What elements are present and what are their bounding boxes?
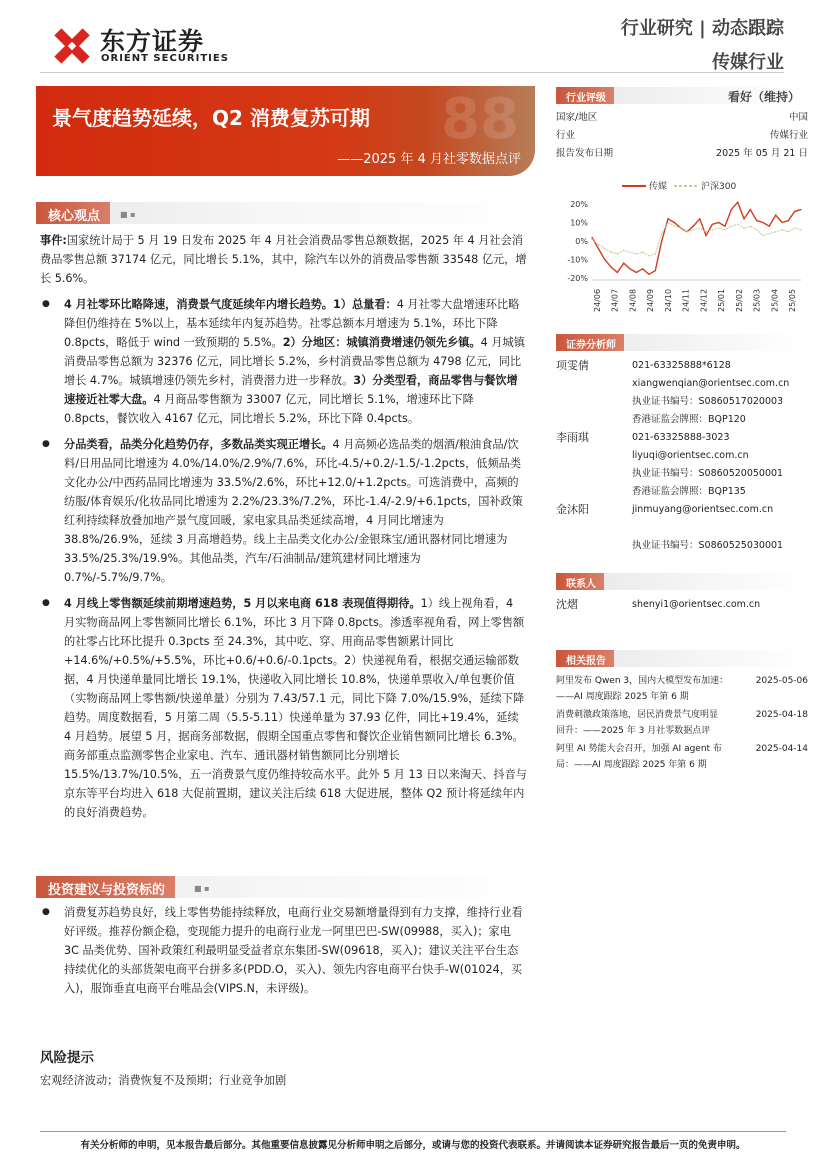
bullet-text: 4 月高频必选品类的烟酒/粮油食品/饮料/日用品同比增速为 4.0%/14.0%/2.9%/7.6%，环比-4.5/+0.2/-1.5/-1.2pcts，低频品类文化办公/中西药品同比增速为 33.5%/2.6%，环比+12.0/+1.2pcts。可选消费中，高频的纺服/体育娱乐/化妆品同比增速为 2.2%/23.3%/7.2%，环比-1.4/-2.9/+6.1pcts，国补政策红利持续释放叠加地产景气度回暖，家电家具品类延续高增，4 月同比增速为 38.8%/26.9%，延续 3 月高增趋势。线上主品类文化办公/金银珠宝/通讯器材同比增速为 33.5%/25.3%/19.9%。其他品类，汽车/石油制品/建筑建材同比增速为 0.7%/-5.7%/9.7%。 bbox=[64, 438, 523, 584]
x-tick-label: 25/03 bbox=[752, 288, 762, 312]
rating-label: 行业评级 bbox=[556, 87, 614, 104]
data-point bbox=[769, 233, 770, 234]
core-view-body bbox=[40, 231, 527, 822]
analyst-info bbox=[632, 519, 783, 537]
bullet-text: 4 月城镇消费品零售总额为 32376 亿元，同比增长 5.2%，乡村消费品零售总额为 4798 亿元，同比增长 4.7%。城镇增速仍领先乡村，消费潜力进一步释放。 bbox=[64, 336, 525, 387]
investment-header bbox=[36, 876, 535, 898]
rating-value: 看好（维持） bbox=[727, 90, 800, 104]
data-point bbox=[667, 218, 668, 219]
rating-bar bbox=[556, 87, 808, 104]
data-point bbox=[743, 218, 744, 219]
contact-row bbox=[556, 596, 808, 614]
investment-label: 投资建议与投资标的 bbox=[36, 876, 175, 898]
data-point bbox=[648, 274, 649, 275]
data-point bbox=[743, 227, 744, 228]
report-subtitle: ——2025 年 4 月社零数据点评 bbox=[337, 152, 521, 167]
risk-title: 风险提示 bbox=[40, 1050, 94, 1066]
data-point bbox=[800, 229, 801, 230]
analyst-bar bbox=[556, 334, 808, 351]
x-tick-label: 24/11 bbox=[681, 288, 691, 312]
data-point bbox=[655, 253, 656, 254]
data-point bbox=[750, 226, 751, 227]
event-lead: 事件: bbox=[40, 234, 67, 247]
data-point bbox=[737, 202, 738, 203]
data-point bbox=[642, 252, 643, 253]
contact-panel bbox=[556, 573, 808, 614]
data-point bbox=[667, 222, 668, 223]
related-label: 相关报告 bbox=[556, 650, 614, 667]
report-type: 行业研究 | 动态跟踪 bbox=[620, 18, 784, 39]
section-dots-icon: ■ ▪ bbox=[194, 884, 210, 893]
contact-email[interactable]: shenyi1@orientsec.com.cn bbox=[632, 599, 761, 610]
related-report[interactable] bbox=[556, 673, 808, 705]
analyst-name: 项雯倩 bbox=[556, 359, 589, 372]
y-tick-label: -10% bbox=[567, 255, 588, 265]
contact-label: 联系人 bbox=[556, 573, 604, 590]
y-tick-label: 10% bbox=[570, 218, 588, 228]
y-tick-label: 20% bbox=[570, 200, 588, 209]
data-point bbox=[591, 237, 592, 238]
analyst-email[interactable]: jinmuyang@orientsec.com.cn bbox=[632, 504, 774, 515]
data-point bbox=[617, 272, 618, 273]
series-line bbox=[592, 223, 801, 256]
analyst-list bbox=[556, 357, 808, 555]
data-point bbox=[756, 229, 757, 230]
bullet-text: 4 月社零大盘增速环比略降但仍维持在 5%以上，基本延续年内复苏趋势。社零总额本月增速为 5.1%，环比下降 0.8pcts，略低于 wind 一致预期的 5.5%。 bbox=[64, 298, 520, 349]
analyst-info: 香港证监会牌照：BQP135 bbox=[632, 486, 746, 497]
data-point bbox=[610, 252, 611, 253]
header-divider bbox=[40, 72, 784, 73]
x-tick-label: 25/04 bbox=[770, 288, 780, 312]
rating-row: 行业 传媒行业 bbox=[556, 130, 808, 141]
data-point bbox=[699, 227, 700, 228]
event-paragraph bbox=[40, 231, 527, 288]
x-tick-label: 25/02 bbox=[734, 288, 744, 312]
analyst-entry bbox=[556, 357, 808, 429]
data-point bbox=[724, 229, 725, 230]
svg-text:88: 88 bbox=[441, 87, 519, 152]
analyst-name: 李雨琪 bbox=[556, 431, 589, 444]
data-point bbox=[775, 231, 776, 232]
data-point bbox=[604, 259, 605, 260]
related-date: 2025-04-18 bbox=[755, 710, 808, 720]
data-point bbox=[699, 218, 700, 219]
analyst-info: 香港证监会牌照：BQP120 bbox=[632, 414, 746, 425]
analyst-email[interactable]: liyuqi@orientsec.com.cn bbox=[632, 450, 749, 461]
rating-panel bbox=[556, 87, 808, 163]
x-tick-label: 24/06 bbox=[593, 288, 602, 312]
bullet-heading: 4 月线上零售额延续前期增速趋势，5 月以来电商 618 表现值得期待。 bbox=[64, 597, 421, 610]
related-title: 消费刺激政策落地，居民消费景气度明显 bbox=[556, 710, 719, 720]
bullet-text: 1）线上视角看，4 月实物商品网上零售额同比增长 6.1%，环比 3 月下降 0.8pcts。渗透率视角看，网上零售额的社零占比环比提升 0.3pcts 至 24.3%，其中吃、穿、用商品零售额累计同比+14.6%/+0.5%/+5.5%，环比+0.6/+0.6/-0.1pcts。2）快递视角看，根据交通运输部数据，4 月快递单量同比增长 19.1%，快递收入同比增长 10.8%，快递单票收入/单包裹价值（实物商品网上零售额/快递单量）分别为 7.43/57.1 元，同比下降 7.0%/15.9%，延续下降趋势。周度数据看，5 月第二周（5.5-5.11）快递单量为 37.93 亿件，同比+19.4%，延续 4 月趋势。展望 5 月，据商务部数据，假期全国重点零售和餐饮企业销售额同比增长 6.3%。商务部重点监测零售企业家电、汽车、通讯器材销售额同比分别增长 15.5%/13.7%/10.5%，五一消费景气度仍维持较高水平。此外 5 月 13 日以来淘天、抖音与京东等平台均进入 618 大促前置期，建议关注后续 618 大促进展，整体 Q2 预计将延续年内的良好消费趋势。 bbox=[64, 597, 527, 819]
legend-label: 沪深300 bbox=[701, 182, 737, 192]
data-point bbox=[623, 250, 624, 251]
analyst-info: 021-63325888*6128 bbox=[632, 360, 731, 371]
data-point bbox=[648, 255, 649, 256]
analyst-entry bbox=[556, 501, 808, 555]
data-point bbox=[705, 231, 706, 232]
analyst-panel bbox=[556, 334, 808, 555]
data-point bbox=[794, 211, 795, 212]
data-point bbox=[642, 268, 643, 269]
data-point bbox=[661, 233, 662, 234]
data-point bbox=[712, 229, 713, 230]
analyst-info: 执业证书编号：S0860520050001 bbox=[632, 468, 784, 479]
industry-name: 传媒行业 bbox=[712, 52, 784, 73]
analyst-info: 执业证书编号：S0860517020003 bbox=[632, 396, 784, 407]
related-title: 阿里发布 Qwen 3，国内大模型发布加速： bbox=[556, 676, 729, 686]
price-chart bbox=[556, 176, 808, 324]
data-point bbox=[718, 227, 719, 228]
data-point bbox=[629, 268, 630, 269]
analyst-email[interactable]: xiangwenqian@orientsec.com.cn bbox=[632, 378, 790, 389]
related-subtitle: ——AI 周度跟踪 2025 年第 6 期 bbox=[556, 692, 689, 702]
data-point bbox=[775, 215, 776, 216]
analyst-label: 证券分析师 bbox=[556, 334, 624, 351]
bullet-text: 4 月商品零售额为 33007 亿元，同比增长 5.1%，增速环比下降 0.8pcts，餐饮收入 4167 亿元，同比增长 5.2%，环比下降 0.4pcts。 bbox=[64, 393, 474, 425]
risk-text: 宏观经济波动；消费恢复不及预期；行业竞争加剧 bbox=[40, 1074, 287, 1087]
data-point bbox=[693, 226, 694, 227]
title-banner bbox=[36, 86, 535, 176]
report-title: 景气度趋势延续，Q2 消费复苏可期 bbox=[52, 106, 370, 130]
x-tick-label: 25/05 bbox=[788, 288, 797, 312]
data-point bbox=[718, 222, 719, 223]
related-panel bbox=[556, 650, 808, 775]
y-tick-label: -20% bbox=[567, 274, 588, 283]
x-tick-label: 24/08 bbox=[628, 288, 638, 312]
data-point bbox=[661, 240, 662, 241]
analyst-entry bbox=[556, 429, 808, 501]
y-tick-label: 0% bbox=[575, 237, 588, 246]
data-point bbox=[674, 222, 675, 223]
related-report[interactable] bbox=[556, 741, 808, 773]
bullet-heading: 4 月社零环比略降速，消费景气度延续年内增长趋势。1）总量看： bbox=[64, 298, 397, 311]
company-name-en: ORIENT SECURITIES bbox=[101, 53, 229, 64]
core-bullet bbox=[40, 295, 527, 428]
bullet-heading: 分品类看，品类分化趋势仍存，多数品类实现正增长。 bbox=[64, 438, 333, 451]
data-point bbox=[731, 226, 732, 227]
data-point bbox=[705, 235, 706, 236]
contact-name: 沈熠 bbox=[556, 598, 578, 611]
analyst-name: 金沐阳 bbox=[556, 503, 589, 516]
orient-securities-logo-icon bbox=[50, 24, 94, 68]
data-point bbox=[788, 231, 789, 232]
investment-body bbox=[40, 903, 527, 998]
data-point bbox=[604, 248, 605, 249]
core-view-label: 核心观点 bbox=[36, 202, 110, 224]
related-title: 阿里 AI 势能大会召开，加强 AI agent 布 bbox=[556, 744, 722, 754]
event-text: 国家统计局于 5 月 19 日发布 2025 年 4 月社会消费品零售总额数据，2025 年 4 月社会消费品零售总额 37174 亿元，同比增长 5.1%，其中，除汽车以外的消费品零售额 33548 亿元，增长 5.6%。 bbox=[40, 234, 527, 285]
related-bar bbox=[556, 650, 808, 667]
data-point bbox=[769, 226, 770, 227]
bullet-heading: 3）分类型看，商品零售与餐饮增速接近社零大盘。 bbox=[64, 374, 518, 406]
core-bullets bbox=[40, 295, 527, 822]
core-bullet bbox=[40, 594, 527, 822]
related-list bbox=[556, 673, 808, 773]
data-point bbox=[794, 227, 795, 228]
data-point bbox=[636, 272, 637, 273]
data-point bbox=[598, 248, 599, 249]
x-tick-label: 25/01 bbox=[717, 288, 727, 312]
data-point bbox=[591, 239, 592, 240]
data-point bbox=[762, 222, 763, 223]
x-tick-label: 24/10 bbox=[663, 288, 673, 312]
rating-row: 国家/地区 中国 bbox=[556, 112, 808, 123]
analyst-info: 执业证书编号：S0860525030001 bbox=[632, 540, 784, 551]
data-point bbox=[693, 229, 694, 230]
footer-disclaimer: 有关分析师的申明，见本报告最后部分。其他重要信息披露见分析师申明之后部分，或请与您的投资代表联系。并请阅读本证券研究报告最后一页的免责申明。 bbox=[80, 1140, 746, 1151]
data-point bbox=[712, 224, 713, 225]
data-point bbox=[636, 253, 637, 254]
related-subtitle: 局：——AI 周度跟踪 2025 年第 6 期 bbox=[556, 760, 707, 770]
company-name-cn: 东方证券 bbox=[100, 27, 205, 56]
bullet-heading: 2）分地区：城镇消费增速仍领先乡镇。 bbox=[282, 336, 481, 349]
data-point bbox=[800, 209, 801, 210]
data-point bbox=[781, 229, 782, 230]
x-tick-label: 24/12 bbox=[699, 288, 709, 312]
data-point bbox=[756, 220, 757, 221]
data-point bbox=[724, 226, 725, 227]
data-point bbox=[629, 252, 630, 253]
related-report[interactable] bbox=[556, 707, 808, 739]
analyst-info: 021-63325888-3023 bbox=[632, 432, 730, 443]
page-header bbox=[0, 0, 826, 80]
x-tick-label: 24/07 bbox=[610, 288, 620, 312]
section-dots-icon: ■ ▪ bbox=[120, 210, 136, 219]
legend-label: 传媒 bbox=[649, 182, 668, 192]
data-point bbox=[731, 209, 732, 210]
related-date: 2025-05-06 bbox=[755, 676, 808, 686]
data-point bbox=[781, 222, 782, 223]
data-point bbox=[762, 235, 763, 236]
core-view-header bbox=[36, 202, 535, 224]
related-subtitle: 回升：——2025 年 3 月社零数据点评 bbox=[556, 726, 711, 736]
data-point bbox=[598, 244, 599, 245]
investment-text: ● 消费复苏趋势良好，线上零售势能持续释放，电商行业交易额增量得到有力支撑，维持行业看好评级。推荐份额企稳，变现能力提升的电商行业龙一阿里巴巴-SW(09988，买入)；家电 3C 品类优势、国补政策红利最明显受益者京东集团-SW(09618，买入)；建议关注平台生态持续优化的头部货架电商平台拼多多(PDD.O，买入)、领先内容电商平台快手-W(01024，买入)，服饰垂直电商平台唯品会(VIPS.N，未评级)。 bbox=[40, 903, 527, 998]
data-point bbox=[617, 253, 618, 254]
data-point bbox=[737, 224, 738, 225]
rating-row: 报告发布日期 2025 年 05 月 21 日 bbox=[556, 148, 808, 159]
data-point bbox=[788, 220, 789, 221]
data-point bbox=[623, 263, 624, 264]
data-point bbox=[610, 266, 611, 267]
related-date: 2025-04-14 bbox=[755, 744, 808, 754]
contact-bar bbox=[556, 573, 808, 590]
footer-divider bbox=[40, 1131, 786, 1132]
data-point bbox=[686, 231, 687, 232]
data-point bbox=[674, 226, 675, 227]
data-point bbox=[750, 209, 751, 210]
x-tick-label: 24/09 bbox=[646, 288, 656, 312]
data-point bbox=[680, 227, 681, 228]
data-point bbox=[655, 270, 656, 271]
core-bullet bbox=[40, 435, 527, 587]
